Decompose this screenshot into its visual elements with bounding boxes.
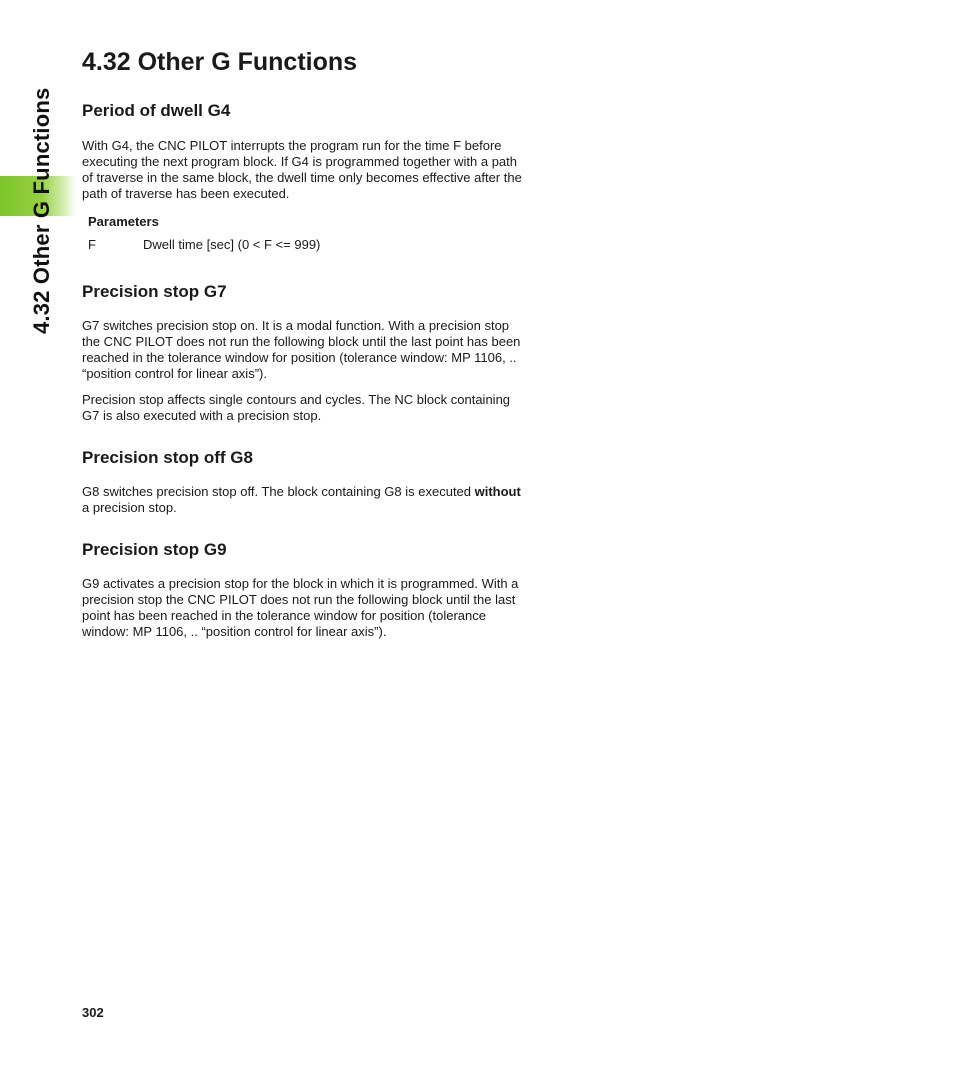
section-title-g7: Precision stop G7 <box>82 282 227 301</box>
section-body-g8 <box>82 484 527 516</box>
g8-body-start: G8 switches precision stop off. The block containing G8 is executed <box>82 484 475 499</box>
section-body-g9: G9 activates a precision stop for the block in which it is programmed. With a precision stop the CNC PILOT does not run the following block until the last point has been reached in the tolerance window for position (tolerance window: MP 1106, .. “position control for linear axis”). <box>82 576 519 639</box>
page-number: 302 <box>82 1005 104 1020</box>
section-title-g9: Precision stop G9 <box>82 540 227 559</box>
section-body-g7-1: G7 switches precision stop on. It is a modal function. With a precision stop the CNC PILOT does not run the following block until the last point has been reached in the tolerance window for position (tolerance window: MP 1106, .. “position control for linear axis”). <box>82 318 521 381</box>
parameter-name: F <box>88 237 96 252</box>
chapter-side-title: 4.32 Other G Functions <box>29 87 54 334</box>
section-body-dwell: With G4, the CNC PILOT interrupts the program run for the time F before executing the next program block. If G4 is programmed together with a path of traverse in the same block, the dwell time only becomes effective after the path of traverse has been executed. <box>82 138 522 201</box>
section-title-dwell: Period of dwell G4 <box>82 101 231 120</box>
g8-body-bold: without <box>474 484 521 499</box>
page-title: 4.32 Other G Functions <box>82 48 358 76</box>
section-title-g8: Precision stop off G8 <box>82 448 253 467</box>
parameter-description: Dwell time [sec] (0 < F <= 999) <box>143 237 321 252</box>
g8-body-end: a precision stop. <box>82 500 177 515</box>
section-body-g7-2: Precision stop affects single contours and cycles. The NC block containing G7 is also executed with a precision stop. <box>82 392 511 423</box>
parameter-row <box>88 237 320 253</box>
parameters-label: Parameters <box>88 214 159 229</box>
